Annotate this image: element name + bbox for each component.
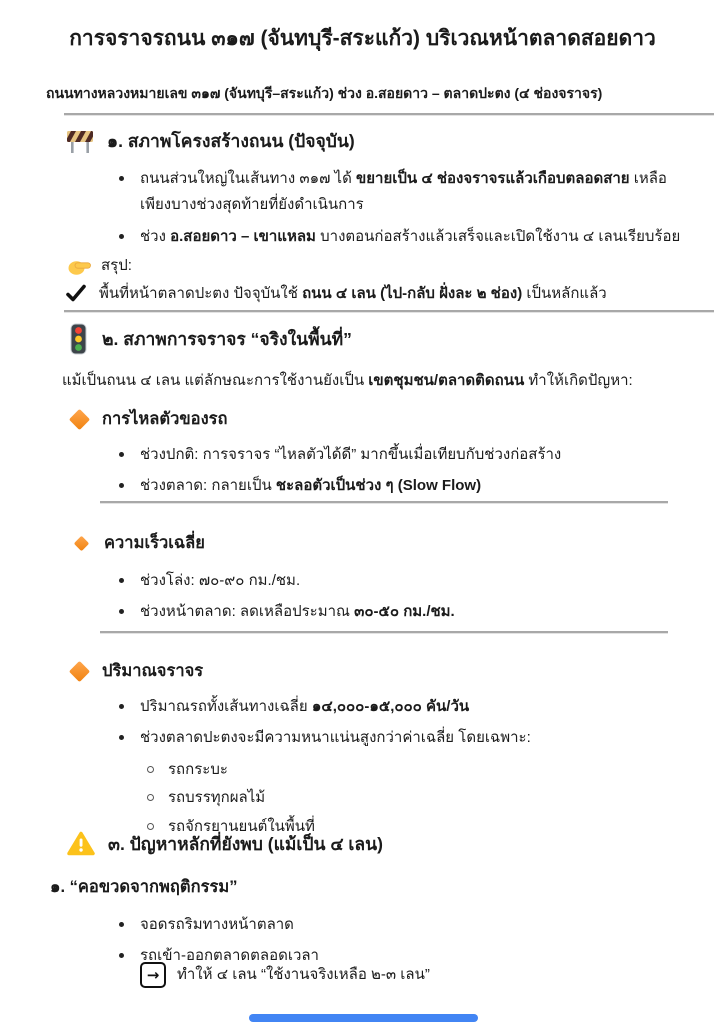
subsection-flow-heading: [70, 406, 227, 432]
check-row: [66, 281, 699, 307]
section-3-heading: [67, 831, 383, 857]
check-icon: [66, 284, 86, 302]
divider: [100, 631, 668, 634]
pointing-finger-icon: [68, 257, 91, 275]
section-1-bullet-list: [116, 166, 694, 255]
list-item: รถกระบะ: [144, 757, 694, 783]
subsection-speed-title: ความเร็วเฉลี่ย: [104, 534, 205, 552]
construction-barrier-icon: [66, 128, 94, 155]
page-title: การจราจรถนน ๓๑๗ (จันทบุรี-สระแก้ว) บริเวณหน้าตลาดสอยดาว: [69, 27, 656, 50]
list-item: ช่วงโล่ง: ๗๐-๙๐ กม./ชม.: [116, 568, 694, 594]
bottom-scroll-indicator: [249, 1014, 478, 1022]
summary-label: สรุป:: [101, 257, 132, 274]
flow-bullet-list: [116, 442, 694, 505]
subsection-volume-heading: [70, 658, 203, 684]
arrow-note: ทำให้ ๔ เลน “ใช้งานจริงเหลือ ๒-๓ เลน”: [177, 966, 430, 983]
list-item: ช่วง อ.สอยดาว – เขาแหลม บางตอนก่อสร้างแล้วเสร็จและเปิดใช้งาน ๔ เลนเรียบร้อย: [116, 224, 694, 250]
divider: [64, 113, 714, 116]
check-note: พื้นที่หน้าตลาดปะตง ปัจจุบันใช้ ถนน ๔ เลน (ไป-กลับ ฝั่งละ ๒ ช่อง) เป็นหลักแล้ว: [99, 285, 607, 302]
section-2-heading: [70, 323, 352, 355]
arrow-conclusion-row: [140, 962, 430, 988]
small-orange-diamond-icon: [74, 535, 90, 551]
list-item: จอดรถริมทางหน้าตลาด: [116, 912, 694, 938]
large-orange-diamond-icon: [69, 408, 90, 429]
list-item: ช่วงตลาด: กลายเป็น ชะลอตัวเป็นช่วง ๆ (Slow Flow): [116, 473, 694, 499]
summary-row: [68, 253, 132, 279]
divider: [100, 501, 668, 504]
section-1-heading: [66, 128, 355, 155]
page-subtitle: ถนนทางหลวงหมายเลข ๓๑๗ (จันทบุรี–สระแก้ว) ช่วง อ.สอยดาว – ตลาดปะตง (๔ ช่องจราจร): [46, 85, 603, 101]
list-item: ถนนส่วนใหญ่ในเส้นทาง ๓๑๗ ได้ ขยายเป็น ๔ ช่องจราจรแล้วเกือบตลอดสาย เหลือเพียงบางช่วงสุดท้ายที่ยังดำเนินการ: [116, 166, 694, 219]
boxed-right-arrow-icon: →: [140, 962, 166, 988]
speed-bullet-list: [116, 568, 694, 631]
list-item: รถจักรยานยนต์ในพื้นที่: [144, 814, 694, 840]
list-item: รถบรรทุกผลไม้: [144, 785, 694, 811]
subsection-volume-title: ปริมาณจราจร: [102, 662, 204, 680]
warning-icon: [67, 831, 95, 857]
section-3-title: ๓. ปัญหาหลักที่ยังพบ (แม้เป็น ๔ เลน): [108, 834, 383, 854]
traffic-light-icon: [70, 323, 87, 355]
list-item: รถเข้า-ออกตลาดตลอดเวลา: [116, 943, 694, 969]
list-item: ช่วงหน้าตลาด: ลดเหลือประมาณ ๓๐-๕๐ กม./ชม.: [116, 599, 694, 625]
divider: [64, 310, 714, 313]
list-item: ปริมาณรถทั้งเส้นทางเฉลี่ย ๑๔,๐๐๐-๑๕,๐๐๐ คัน/วัน: [116, 694, 694, 720]
subsection-flow-title: การไหลตัวของรถ: [102, 410, 228, 428]
vehicle-type-list: [144, 757, 694, 840]
list-item: ช่วงปกติ: การจราจร “ไหลตัวได้ดี” มากขึ้นเมื่อเทียบกับช่วงก่อสร้าง: [116, 442, 694, 468]
section-2-title: ๒. สภาพการจราจร “จริงในพื้นที่”: [102, 328, 352, 349]
volume-bullet-list: [116, 694, 694, 842]
section-1-title: ๑. สภาพโครงสร้างถนน (ปัจจุบัน): [107, 131, 355, 152]
subsection-speed-heading: [72, 530, 205, 556]
large-orange-diamond-icon: [69, 660, 90, 681]
bottleneck-subheading: ๑. “คอขวดจากพฤติกรรม”: [50, 878, 238, 896]
list-item: ช่วงตลาดปะตงจะมีความหนาแน่นสูงกว่าค่าเฉลี่ย โดยเฉพาะ:: [116, 725, 694, 751]
section-2-intro: แม้เป็นถนน ๔ เลน แต่ลักษณะการใช้งานยังเป็น เขตชุมชน/ตลาดติดถนน ทำให้เกิดปัญหา:: [62, 372, 633, 389]
